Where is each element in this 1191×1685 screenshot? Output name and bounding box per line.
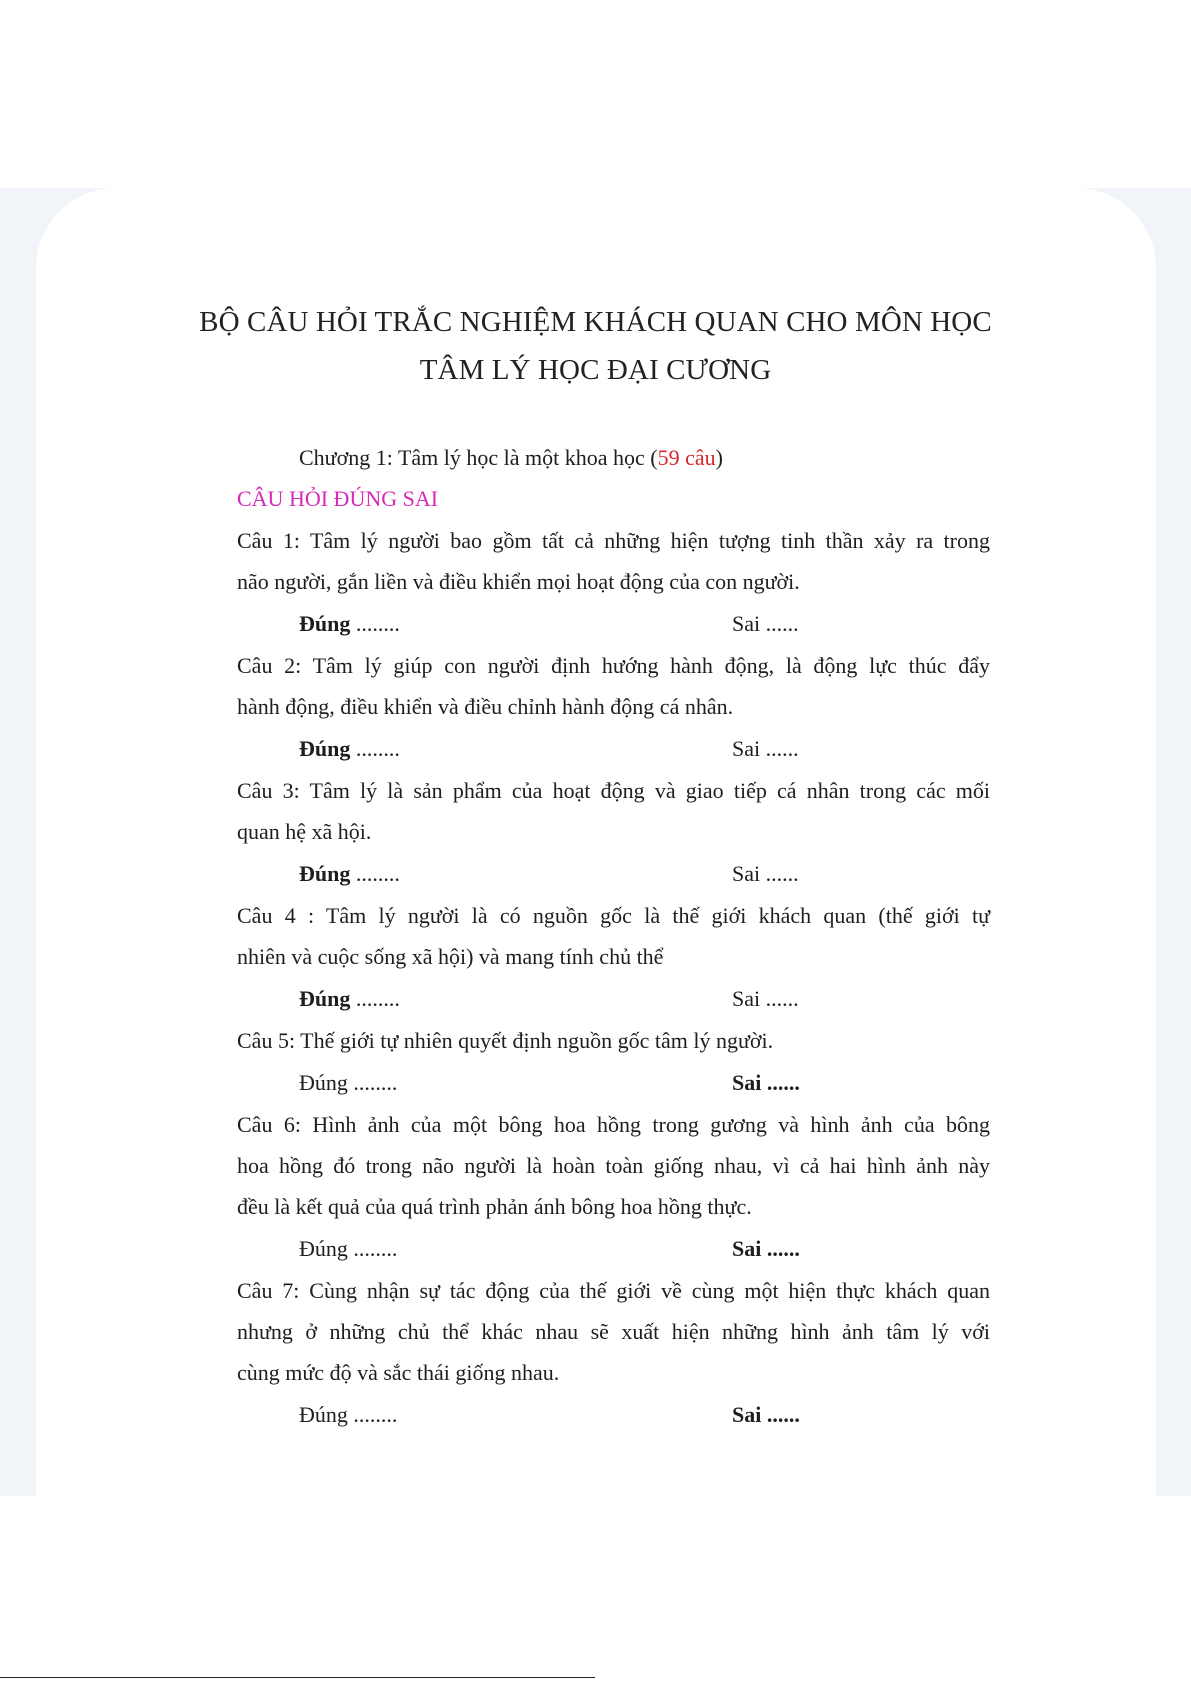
question-3-line-2: quan hệ xã hội. bbox=[237, 819, 372, 844]
question-7-line-2: nhưng ở những chủ thể khác nhau sẽ xuất hiện những hình ảnh tâm lý với bbox=[237, 1319, 990, 1344]
true-dots: ........ bbox=[347, 1236, 398, 1261]
question-4-line-2: nhiên và cuộc sống xã hội) và mang tính chủ thể bbox=[237, 944, 664, 969]
true-dots: ........ bbox=[350, 611, 400, 636]
question-7-line-3: cùng mức độ và sắc thái giống nhau. bbox=[237, 1360, 560, 1385]
question-6-line-1: Câu 6: Hình ảnh của một bông hoa hồng trong gương và hình ảnh của bông bbox=[237, 1112, 990, 1137]
question-1-line-2: não người, gắn liền và điều khiển mọi hoạt động của con người. bbox=[237, 569, 800, 594]
true-dots: ........ bbox=[347, 1402, 398, 1427]
chapter-prefix: Chương 1: Tâm lý học là một khoa học ( bbox=[299, 445, 658, 470]
false-label: Sai bbox=[732, 1236, 762, 1261]
question-6-line-3: đều là kết quả của quá trình phản ánh bông hoa hồng thực. bbox=[237, 1194, 752, 1219]
true-dots: ........ bbox=[347, 1070, 398, 1095]
false-dots: ...... bbox=[760, 611, 799, 636]
question-2-line-2: hành động, điều khiển và điều chỉnh hành động cá nhân. bbox=[237, 694, 734, 719]
false-label: Sai bbox=[732, 736, 761, 761]
question-4-false-option bbox=[732, 983, 799, 1015]
true-label: Đúng bbox=[299, 1236, 348, 1261]
question-5-line-1: Câu 5: Thế giới tự nhiên quyết định nguồn gốc tâm lý người. bbox=[237, 1028, 774, 1053]
question-7-true-option bbox=[299, 1399, 397, 1431]
question-3-line-1: Câu 3: Tâm lý là sản phẩm của hoạt động và giao tiếp cá nhân trong các mối bbox=[237, 778, 990, 803]
question-2-true-option bbox=[299, 733, 400, 765]
true-dots: ........ bbox=[350, 861, 400, 886]
false-dots: ...... bbox=[761, 1402, 800, 1427]
document-title-line-1: BỘ CÂU HỎI TRẮC NGHIỆM KHÁCH QUAN CHO MÔN HỌC bbox=[199, 306, 992, 338]
false-dots: ...... bbox=[761, 1070, 800, 1095]
true-dots: ........ bbox=[350, 986, 400, 1011]
footnote-divider bbox=[0, 1677, 595, 1678]
false-label: Sai bbox=[732, 1070, 762, 1095]
question-6-false-option bbox=[732, 1233, 800, 1265]
question-4-true-option bbox=[299, 983, 400, 1015]
false-label: Sai bbox=[732, 861, 761, 886]
false-label: Sai bbox=[732, 1402, 762, 1427]
false-dots: ...... bbox=[760, 986, 799, 1011]
chapter-heading bbox=[299, 442, 1052, 474]
false-dots: ...... bbox=[760, 736, 799, 761]
question-4-line-1: Câu 4 : Tâm lý người là có nguồn gốc là thế giới khách quan (thế giới tự bbox=[237, 903, 990, 928]
true-label: Đúng bbox=[299, 1402, 348, 1427]
true-label: Đúng bbox=[299, 611, 351, 636]
true-label: Đúng bbox=[299, 986, 351, 1011]
true-label: Đúng bbox=[299, 1070, 348, 1095]
question-6-true-option bbox=[299, 1233, 397, 1265]
false-label: Sai bbox=[732, 986, 761, 1011]
true-dots: ........ bbox=[350, 736, 400, 761]
question-5-false-option bbox=[732, 1067, 800, 1099]
section-heading: CÂU HỎI ĐÚNG SAI bbox=[237, 486, 439, 511]
question-6-line-2: hoa hồng đó trong não người là hoàn toàn giống nhau, vì cả hai hình ảnh này bbox=[237, 1153, 990, 1178]
chapter-count: 59 câu bbox=[657, 445, 716, 470]
question-7-line-1: Câu 7: Cùng nhận sự tác động của thế giới về cùng một hiện thực khách quan bbox=[237, 1278, 990, 1303]
question-2-line-1: Câu 2: Tâm lý giúp con người định hướng hành động, là động lực thúc đẩy bbox=[237, 653, 990, 678]
question-2-false-option bbox=[732, 733, 799, 765]
question-3-false-option bbox=[732, 858, 799, 890]
false-dots: ...... bbox=[761, 1236, 800, 1261]
question-1-false-option bbox=[732, 608, 799, 640]
question-3-true-option bbox=[299, 858, 400, 890]
false-dots: ...... bbox=[760, 861, 799, 886]
question-1-true-option bbox=[299, 608, 400, 640]
true-label: Đúng bbox=[299, 736, 351, 761]
question-1-line-1: Câu 1: Tâm lý người bao gồm tất cả những hiện tượng tinh thần xảy ra trong bbox=[237, 528, 990, 553]
question-5-true-option bbox=[299, 1067, 397, 1099]
true-label: Đúng bbox=[299, 861, 351, 886]
false-label: Sai bbox=[732, 611, 761, 636]
chapter-suffix: ) bbox=[715, 445, 723, 470]
question-7-false-option bbox=[732, 1399, 800, 1431]
document-title-line-2: TÂM LÝ HỌC ĐẠI CƯƠNG bbox=[419, 354, 772, 386]
